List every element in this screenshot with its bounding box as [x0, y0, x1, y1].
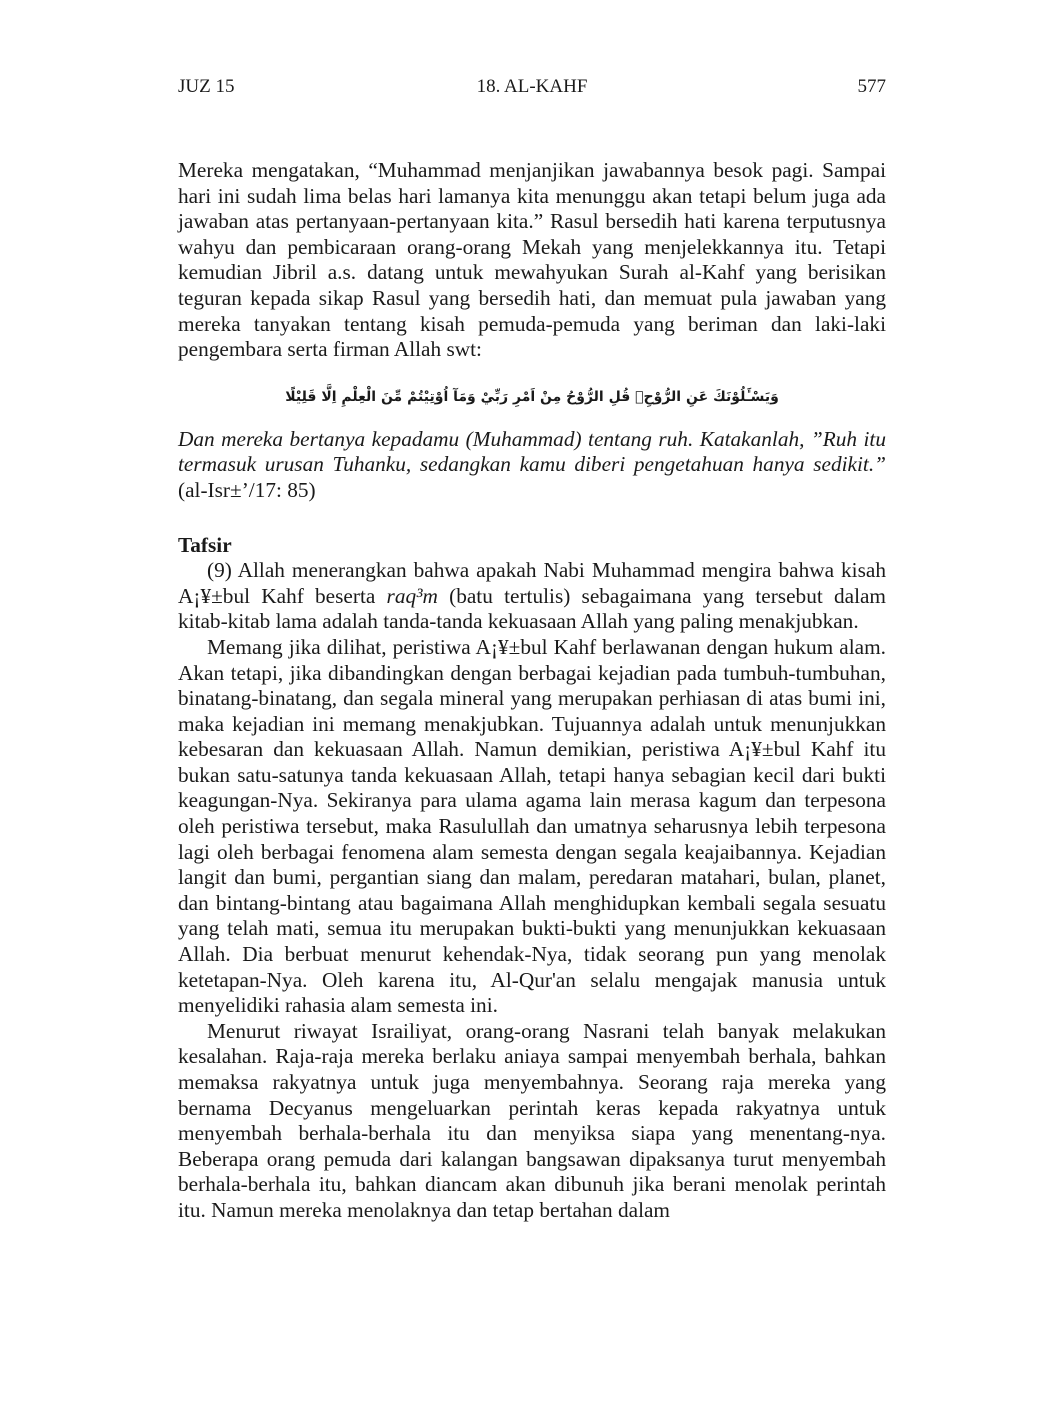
- verse-translation-text: Dan mereka bertanya kepadamu (Muhammad) tentang ruh. Katakanlah, ”Ruh itu termasuk urusan Tuhanku, sedangkan kamu diberi pengetahuan hanya sedikit.”: [178, 426, 886, 477]
- tafsir-paragraph-1: [178, 558, 886, 635]
- tafsir-paragraph-3: Menurut riwayat Israiliyat, orang-orang Nasrani telah banyak melakukan kesalahan. Raja-raja mereka berlaku aniaya sampai menyembah berhala, bahkan memaksa rakyatnya untuk juga menyembahnya. Seorang raja mereka yang bernama Decyanus mengeluarkan perintah keras kepada rakyatnya untuk menyembah berhala-berhala itu dan menyiksa siapa yang menentang-nya. Beberapa orang pemuda dari kalangan bangsawan dipaksanya turut menyembah berhala-berhala itu, bahkan diancam akan dibunuh jika berani menolak perintah itu. Namun mereka menolaknya dan tetap bertahan dalam: [178, 1018, 886, 1222]
- running-header: [178, 76, 886, 102]
- verse-translation: [178, 427, 886, 504]
- tafsir-paragraph-2: Memang jika dilihat, peristiwa A¡¥±bul Kahf berlawanan dengan hukum alam. Akan tetapi, jika dibandingkan dengan berbagai kejadian pada tumbuh-tumbuhan, binatang-binatang, dan segala mineral yang merupakan perhiasan di atas bumi ini, maka kejadian ini memang menakjubkan. Tujuannya adalah untuk menunjukkan kebesaran dan kekuasaan Allah. Namun demikian, peristiwa A¡¥±bul Kahf itu bukan satu-satunya tanda kekuasaan Allah, tetapi hanya sebagian kecil dari bukti keagungan-Nya. Sekiranya para ulama agama lain merasa kagum dan terpesona oleh peristiwa tersebut, maka Rasulullah dan umatnya seharusnya lebih terpesona lagi oleh berbagai fenomena alam semesta dengan segala keajaibannya. Kejadian langit dan bumi, pergantian siang dan malam, peredaran matahari, bulan, planet, dan bintang-bintang atau bagaimana Allah menghidupkan kembali segala sesuatu yang telah mati, semua itu merupakan bukti-bukti yang menunjukkan kekuasaan Allah. Dia berbuat menurut kehendak-Nya, tidak seorang pun yang menolak ketetapan-Nya. Oleh karena itu, Al-Qur'an selalu mengajak manusia untuk menyelidiki rahasia alam semesta ini.: [178, 634, 886, 1018]
- juz-label: JUZ 15: [178, 76, 235, 97]
- section-heading-tafsir: Tafsir: [178, 532, 232, 557]
- tafsir-p1-italic-term: raq³m: [386, 583, 438, 608]
- quran-verse-arabic: وَيَسْـَٔلُوْنَكَ عَنِ الرُّوْحِۗ قُلِ الرُّوْحُ مِنْ اَمْرِ رَبِّيْ وَمَآ اُوْتِيْتُمْ مِّنَ الْعِلْمِ اِلَّا قَلِيْلًا: [285, 388, 779, 405]
- intro-paragraph: Mereka mengatakan, “Muhammad menjanjikan jawabannya besok pagi. Sampai hari ini sudah lima belas hari lamanya kita menunggu akan tetapi belum juga ada jawaban atas pertanyaan-pertanyaan kita.” Rasul bersedih hati karena terputusnya wahyu dan pembicaraan orang-orang Mekah yang menjelekkannya itu. Tetapi kemudian Jibril a.s. datang untuk mewahyukan Surah al-Kahf yang berisikan teguran kepada sikap Rasul yang bersedih hati, dan memuat pula jawaban yang mereka tanyakan tentang kisah pemuda-pemuda yang beriman dan laki-laki pengembara serta firman Allah swt:: [178, 158, 886, 362]
- tafsir-p1-text-a: (9) Allah menerangkan bahwa apakah Nabi Muhammad mengira bahwa kisah A¡¥±bul Kahf beserta: [178, 558, 886, 608]
- body-text: [178, 158, 886, 1224]
- page-number: 577: [857, 76, 886, 97]
- surah-title: 18. AL-KAHF: [476, 76, 588, 97]
- tafsir-p1-text-b: (batu tertulis) sebagaimana yang tersebut dalam kitab-kitab lama adalah tanda-tanda kekuasaan Allah yang paling menakjubkan.: [178, 583, 887, 634]
- verse-reference: (al-Isr±’/17: 85): [178, 477, 316, 502]
